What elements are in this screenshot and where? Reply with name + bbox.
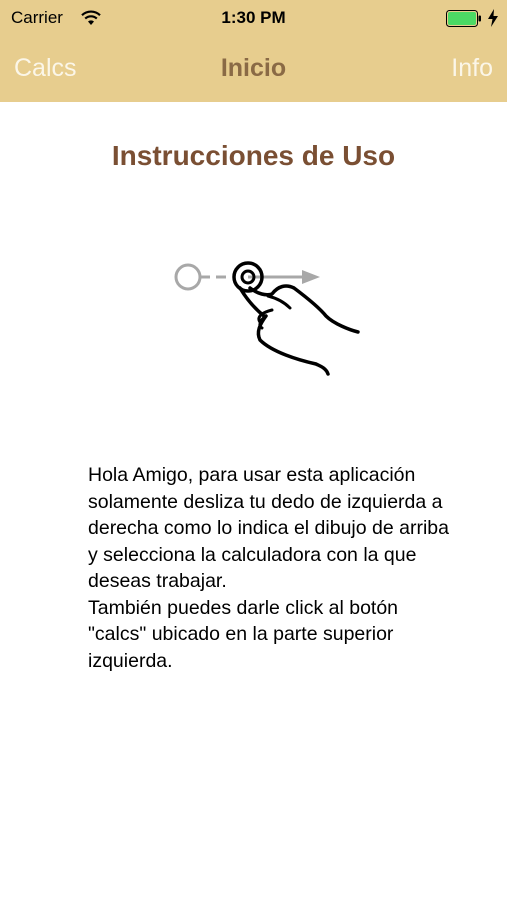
battery-icon [446, 10, 482, 27]
carrier-label: Carrier [11, 8, 63, 27]
page-title: Inicio [220, 54, 287, 82]
instructions-text [88, 462, 458, 674]
status-bar [0, 0, 507, 36]
charging-bolt-icon [487, 9, 499, 27]
instructions-paragraph: También puedes darle click al botón "calcs" ubicado en la parte superior izquierda. [88, 596, 399, 672]
calcs-button[interactable]: Calcs [14, 54, 77, 82]
clock: 1:30 PM [221, 8, 286, 27]
navigation-header [0, 0, 507, 102]
instructions-paragraph: Hola Amigo, para usar esta aplicación solamente desliza tu dedo de izquierda a derecha como lo indica el dibujo de arriba y selecciona la calculadora con la que deseas trabajar. [88, 464, 449, 592]
swipe-right-gesture-icon [168, 250, 368, 380]
instructions-heading: Instrucciones de Uso [111, 140, 396, 171]
nav-bar [0, 36, 507, 102]
info-button[interactable]: Info [451, 54, 493, 82]
